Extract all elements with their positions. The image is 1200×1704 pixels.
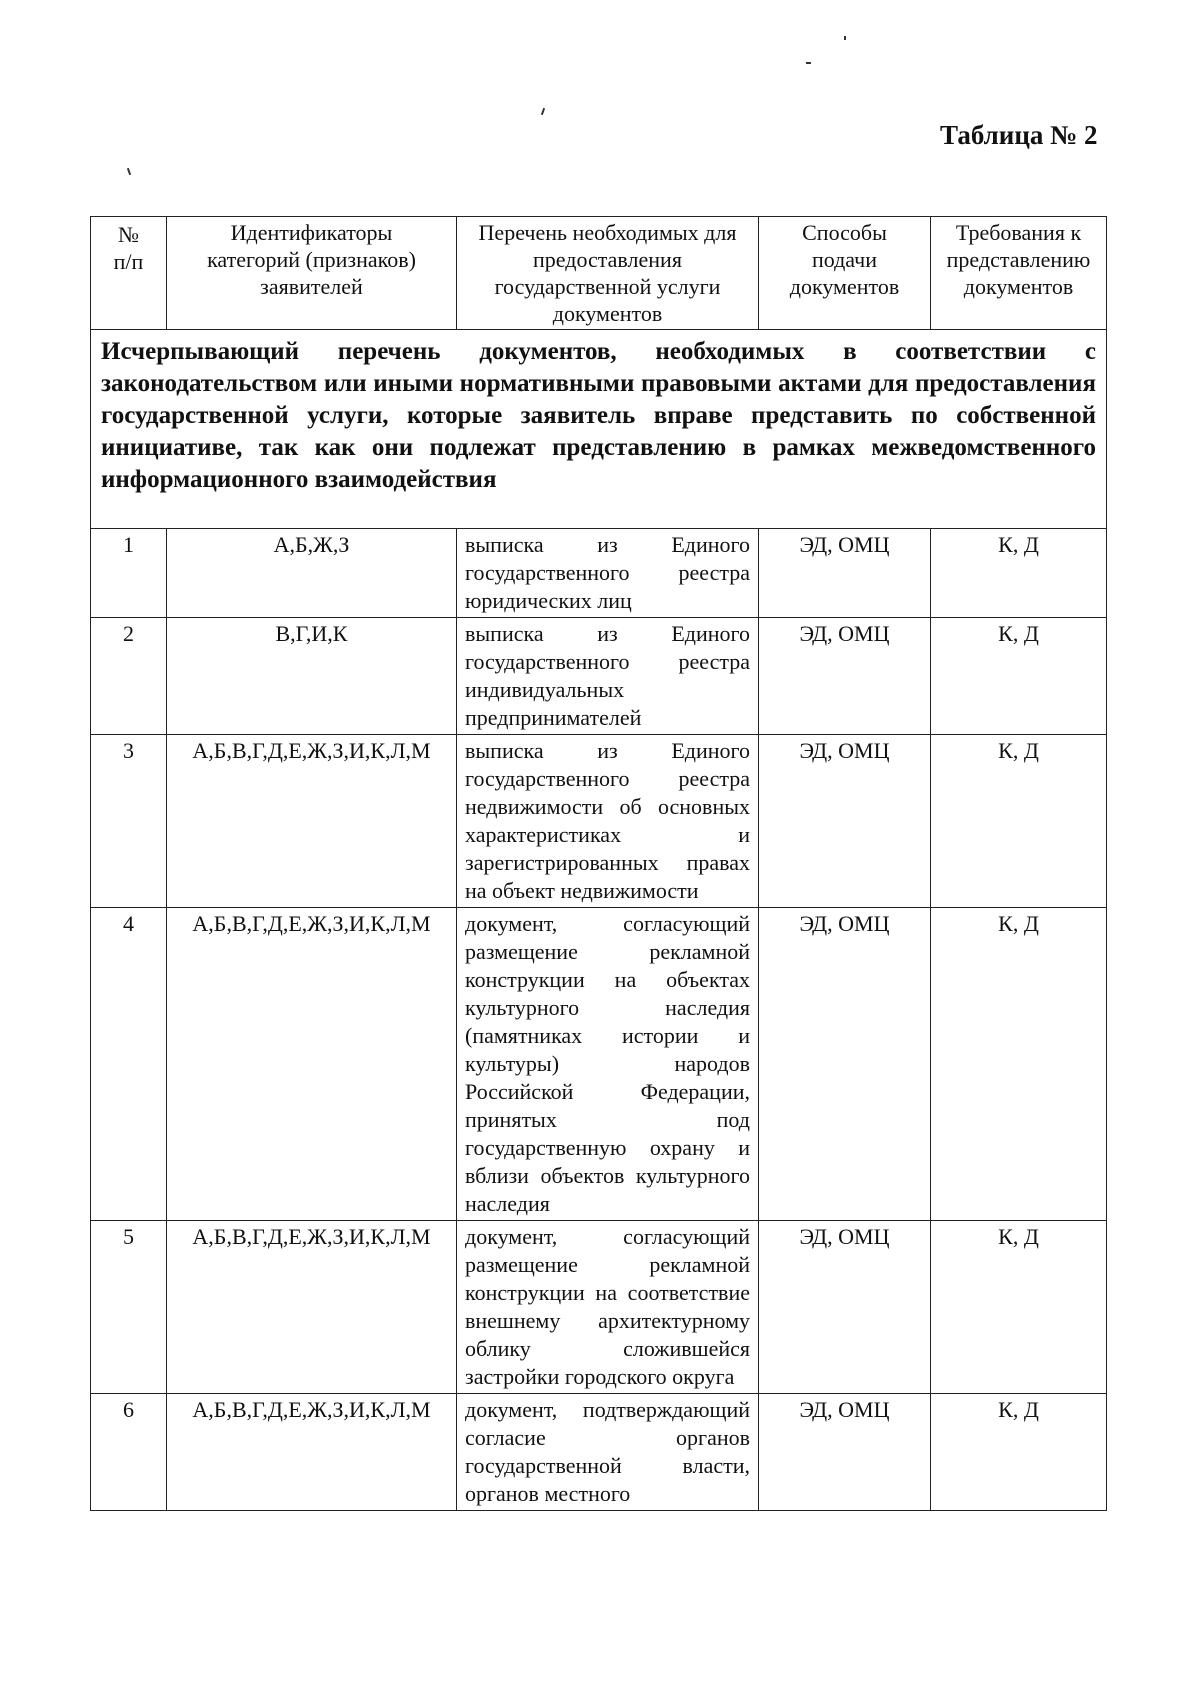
table-row: [91, 735, 1107, 908]
row-document: выписка из Единого государственного реестра юридических лиц: [457, 529, 759, 618]
scan-speck: [541, 108, 545, 115]
header-document-list: Перечень необходимых для предоставления государственной услуги документов: [457, 217, 759, 330]
row-document: документ, согласующий размещение рекламной конструкции на объектах культурного наследия (памятниках истории и культуры) народов Российской Федерации, принятых под государственную охрану и вблизи объектов культурного наследия: [457, 908, 759, 1221]
row-ids: А,Б,Ж,З: [167, 529, 457, 618]
row-document: документ, подтверждающий согласие органов государственной власти, органов местного: [457, 1394, 759, 1511]
table-row: [91, 618, 1107, 735]
row-document: выписка из Единого государственного реестра индивидуальных предпринимателей: [457, 618, 759, 735]
row-number: 2: [91, 618, 167, 735]
row-number: 5: [91, 1221, 167, 1394]
table-row: [91, 908, 1107, 1221]
scan-speck: [127, 168, 131, 175]
scan-speck: [844, 36, 846, 40]
header-requirements: Требования к представлению документов: [931, 217, 1107, 330]
row-ways: ЭД, ОМЦ: [759, 735, 931, 908]
row-ids: В,Г,И,К: [167, 618, 457, 735]
row-ids: А,Б,В,Г,Д,Е,Ж,З,И,К,Л,М: [167, 908, 457, 1221]
row-number: 4: [91, 908, 167, 1221]
row-ways: ЭД, ОМЦ: [759, 618, 931, 735]
banner-text: Исчерпывающий перечень документов, необходимых в соответствии с законодательством или иными нормативными правовыми актами для предоставления государственной услуги, которые заявитель вправе представить по собственной инициативе, так как они подлежат представлению в рамках межведомственного информационного взаимодействия: [91, 330, 1107, 529]
row-ways: ЭД, ОМЦ: [759, 1394, 931, 1511]
table-row: [91, 1221, 1107, 1394]
header-ids: Идентификаторы категорий (признаков) заявителей: [167, 217, 457, 330]
header-row: [91, 217, 1107, 330]
scan-speck: [806, 62, 811, 64]
table-row: [91, 1394, 1107, 1511]
row-number: 3: [91, 735, 167, 908]
row-ways: ЭД, ОМЦ: [759, 529, 931, 618]
row-requirements: К, Д: [931, 1394, 1107, 1511]
table-caption: Таблица № 2: [940, 120, 1098, 150]
header-number: № п/п: [91, 217, 167, 330]
row-ids: А,Б,В,Г,Д,Е,Ж,З,И,К,Л,М: [167, 735, 457, 908]
banner-row: [91, 330, 1107, 529]
row-ways: ЭД, ОМЦ: [759, 908, 931, 1221]
row-ids: А,Б,В,Г,Д,Е,Ж,З,И,К,Л,М: [167, 1394, 457, 1511]
row-ways: ЭД, ОМЦ: [759, 1221, 931, 1394]
row-requirements: К, Д: [931, 908, 1107, 1221]
row-requirements: К, Д: [931, 735, 1107, 908]
row-requirements: К, Д: [931, 618, 1107, 735]
row-document: выписка из Единого государственного реестра недвижимости об основных характеристиках и зарегистрированных правах на объект недвижимости: [457, 735, 759, 908]
row-requirements: К, Д: [931, 529, 1107, 618]
row-requirements: К, Д: [931, 1221, 1107, 1394]
row-number: 6: [91, 1394, 167, 1511]
row-document: документ, согласующий размещение рекламной конструкции на соответствие внешнему архитектурному облику сложившейся застройки городского округа: [457, 1221, 759, 1394]
row-ids: А,Б,В,Г,Д,Е,Ж,З,И,К,Л,М: [167, 1221, 457, 1394]
header-submission-ways: Способы подачи документов: [759, 217, 931, 330]
row-number: 1: [91, 529, 167, 618]
documents-table: [90, 216, 1107, 1511]
table-row: [91, 529, 1107, 618]
